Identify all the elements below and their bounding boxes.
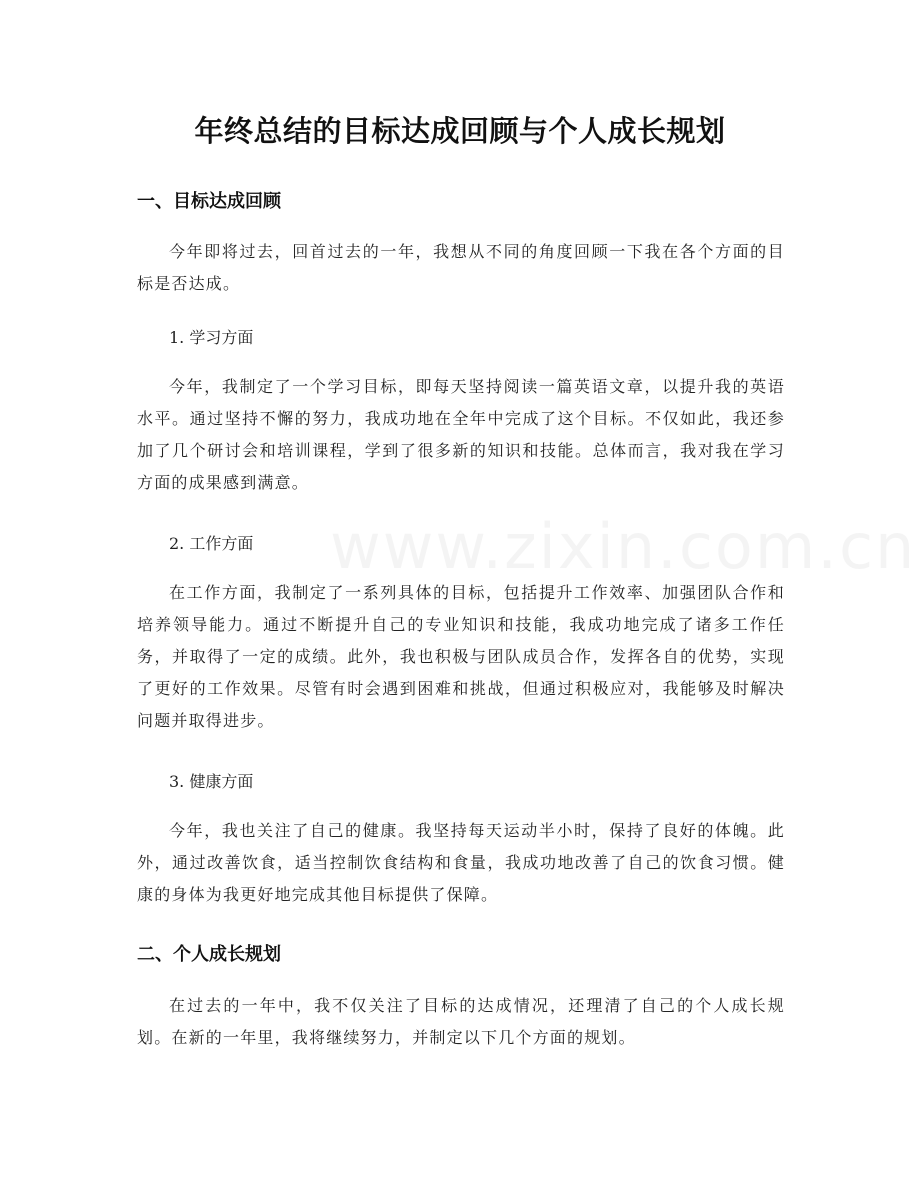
watermark (330, 510, 916, 583)
paragraph-goal-review-intro: 今年即将过去，回首过去的一年，我想从不同的角度回顾一下我在各个方面的目标是否达成。 (137, 242, 785, 293)
paragraph-health: 今年，我也关注了自己的健康。我坚持每天运动半小时，保持了良好的体魄。此外，通过改善饮食，适当控制饮食结构和食量，我成功地改善了自己的饮食习惯。健康的身体为我更好地完成其他目标提供了保障。 (137, 821, 785, 904)
paragraph-work: 在工作方面，我制定了一系列具体的目标，包括提升工作效率、加强团队合作和培养领导能力。通过不断提升自己的专业知识和技能，我成功地完成了诸多工作任务，并取得了一定的成绩。此外，我也积极与团队成员合作，发挥各自的优势，实现了更好的工作效果。尽管有时会遇到困难和挑战，但通过积极应对，我能够及时解决问题并取得进步。 (137, 583, 785, 730)
subheading-study: 1. 学习方面 (169, 328, 254, 347)
section-heading-goal-review: 一、目标达成回顾 (137, 191, 281, 212)
section-heading-growth-plan: 二、个人成长规划 (137, 944, 281, 965)
paragraph-study: 今年，我制定了一个学习目标，即每天坚持阅读一篇英语文章，以提升我的英语水平。通过坚持不懈的努力，我成功地在全年中完成了这个目标。不仅如此，我还参加了几个研讨会和培训课程，学到了很多新的知识和技能。总体而言，我对我在学习方面的成果感到满意。 (137, 377, 785, 492)
subheading-work: 2. 工作方面 (169, 534, 254, 553)
document-title: 年终总结的目标达成回顾与个人成长规划 (194, 114, 726, 148)
paragraph-growth-plan-intro: 在过去的一年中，我不仅关注了目标的达成情况，还理清了自己的个人成长规划。在新的一年里，我将继续努力，并制定以下几个方面的规划。 (137, 996, 785, 1047)
subheading-health: 3. 健康方面 (169, 772, 254, 791)
